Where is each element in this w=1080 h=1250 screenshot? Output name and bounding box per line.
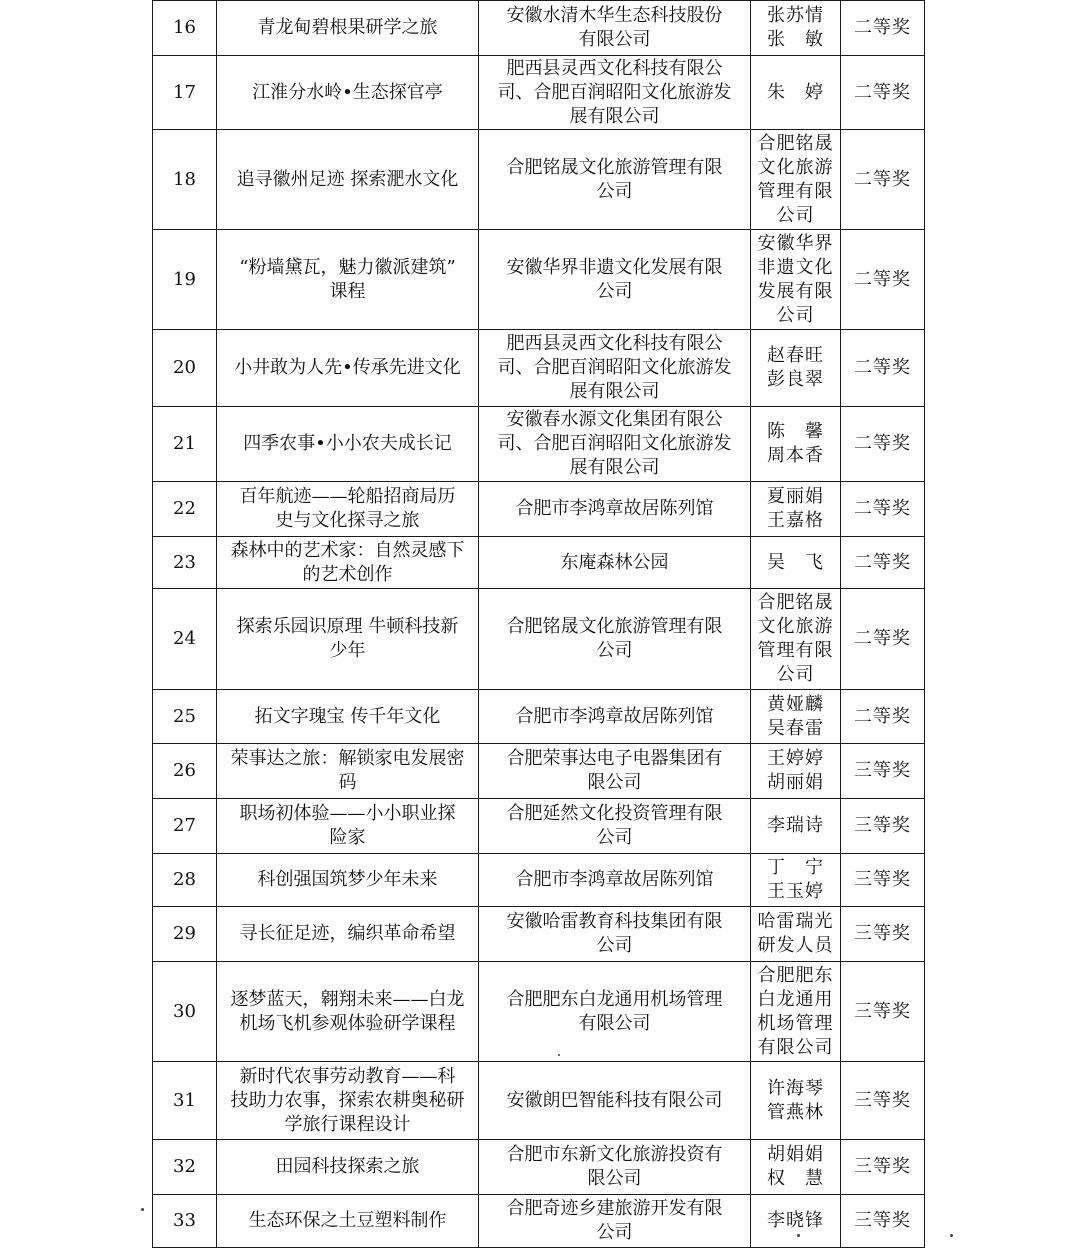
mentor: 安徽华界 非遗文化 发展有限 公司	[751, 230, 841, 330]
row-number: 16	[153, 1, 217, 56]
row-number: 24	[153, 589, 217, 690]
organization: 安徽华界非遗文化发展有限 公司	[479, 230, 751, 330]
table-row	[153, 407, 925, 482]
mentor: 朱 婷	[751, 56, 841, 130]
table-row	[153, 1140, 925, 1195]
course-name: 逐梦蓝天，翱翔未来——白龙 机场飞机参观体验研学课程	[217, 962, 479, 1062]
mentor: 吴 飞	[751, 537, 841, 589]
organization: 合肥市李鸿章故居陈列馆	[479, 854, 751, 907]
table-row	[153, 130, 925, 230]
row-number: 18	[153, 130, 217, 230]
award-level: 三等奖	[841, 1062, 925, 1140]
award-level: 三等奖	[841, 1195, 925, 1248]
organization: 安徽水清木华生态科技股份 有限公司	[479, 1, 751, 56]
table-row	[153, 744, 925, 799]
award-level: 二等奖	[841, 230, 925, 330]
table-row	[153, 1062, 925, 1140]
organization: 安徽哈雷教育科技集团有限 公司	[479, 907, 751, 962]
mentor: 合肥铭晟 文化旅游 管理有限 公司	[751, 589, 841, 690]
mentor: 王婷婷 胡丽娟	[751, 744, 841, 799]
organization: 东庵森林公园	[479, 537, 751, 589]
table-row	[153, 1, 925, 56]
mentor: 许海琴 管燕林	[751, 1062, 841, 1140]
table-row	[153, 690, 925, 744]
organization: 合肥肥东白龙通用机场管理 有限公司	[479, 962, 751, 1062]
organization: 肥西县灵西文化科技有限公 司、合肥百润昭阳文化旅游发 展有限公司	[479, 56, 751, 130]
scan-speck	[141, 1208, 144, 1211]
course-name: 百年航迹——轮船招商局历 史与文化探寻之旅	[217, 482, 479, 537]
row-number: 21	[153, 407, 217, 482]
organization: 合肥市东新文化旅游投资有 限公司	[479, 1140, 751, 1195]
course-name: 四季农事•小小农夫成长记	[217, 407, 479, 482]
course-name: 职场初体验——小小职业探 险家	[217, 799, 479, 854]
mentor: 黄娅麟 吴春雷	[751, 690, 841, 744]
mentor: 张苏情 张 敏	[751, 1, 841, 56]
row-number: 32	[153, 1140, 217, 1195]
award-level: 三等奖	[841, 1140, 925, 1195]
course-name: “粉墙黛瓦，魅力徽派建筑” 课程	[217, 230, 479, 330]
award-level: 三等奖	[841, 962, 925, 1062]
row-number: 27	[153, 799, 217, 854]
organization: 肥西县灵西文化科技有限公 司、合肥百润昭阳文化旅游发 展有限公司	[479, 330, 751, 407]
scan-speck	[558, 1054, 560, 1056]
course-name: 江淮分水岭•生态探官亭	[217, 56, 479, 130]
table-row	[153, 962, 925, 1062]
row-number: 22	[153, 482, 217, 537]
course-name: 田园科技探索之旅	[217, 1140, 479, 1195]
mentor: 李晓锋	[751, 1195, 841, 1248]
row-number: 25	[153, 690, 217, 744]
table-row	[153, 56, 925, 130]
award-level: 二等奖	[841, 482, 925, 537]
mentor: 丁 宁 王玉婷	[751, 854, 841, 907]
course-name: 荣事达之旅：解锁家电发展密 码	[217, 744, 479, 799]
organization: 合肥奇迹乡建旅游开发有限 公司	[479, 1195, 751, 1248]
table-row	[153, 1195, 925, 1248]
course-name: 科创强国筑梦少年未来	[217, 854, 479, 907]
table-row	[153, 907, 925, 962]
table-row	[153, 589, 925, 690]
scan-speck	[950, 1234, 953, 1237]
mentor: 合肥铭晟 文化旅游 管理有限 公司	[751, 130, 841, 230]
award-level: 二等奖	[841, 56, 925, 130]
course-name: 生态环保之土豆塑料制作	[217, 1195, 479, 1248]
award-level: 二等奖	[841, 1, 925, 56]
mentor: 李瑞诗	[751, 799, 841, 854]
course-name: 新时代农事劳动教育——科 技助力农事，探索农耕奥秘研 学旅行课程设计	[217, 1062, 479, 1140]
row-number: 19	[153, 230, 217, 330]
mentor: 哈雷瑞光 研发人员	[751, 907, 841, 962]
scan-speck	[797, 1234, 800, 1237]
mentor: 赵春旺 彭良翠	[751, 330, 841, 407]
award-level: 二等奖	[841, 690, 925, 744]
organization: 合肥荣事达电子电器集团有 限公司	[479, 744, 751, 799]
award-level: 二等奖	[841, 330, 925, 407]
mentor: 陈 馨 周本香	[751, 407, 841, 482]
row-number: 33	[153, 1195, 217, 1248]
course-name: 寻长征足迹，编织革命希望	[217, 907, 479, 962]
organization: 合肥市李鸿章故居陈列馆	[479, 690, 751, 744]
organization: 合肥延然文化投资管理有限 公司	[479, 799, 751, 854]
organization: 合肥铭晟文化旅游管理有限 公司	[479, 589, 751, 690]
mentor: 夏丽娟 王嘉格	[751, 482, 841, 537]
table-row	[153, 482, 925, 537]
award-level: 二等奖	[841, 537, 925, 589]
award-level: 二等奖	[841, 130, 925, 230]
award-table	[152, 0, 925, 1248]
award-level: 二等奖	[841, 407, 925, 482]
course-name: 青龙甸碧根果研学之旅	[217, 1, 479, 56]
table-row	[153, 537, 925, 589]
course-name: 森林中的艺术家：自然灵感下 的艺术创作	[217, 537, 479, 589]
table-row	[153, 330, 925, 407]
row-number: 29	[153, 907, 217, 962]
course-name: 小井敢为人先•传承先进文化	[217, 330, 479, 407]
award-level: 三等奖	[841, 799, 925, 854]
mentor: 合肥肥东 白龙通用 机场管理 有限公司	[751, 962, 841, 1062]
organization: 合肥铭晟文化旅游管理有限 公司	[479, 130, 751, 230]
row-number: 23	[153, 537, 217, 589]
row-number: 20	[153, 330, 217, 407]
row-number: 28	[153, 854, 217, 907]
award-level: 二等奖	[841, 589, 925, 690]
row-number: 30	[153, 962, 217, 1062]
course-name: 追寻徽州足迹 探索淝水文化	[217, 130, 479, 230]
row-number: 26	[153, 744, 217, 799]
row-number: 31	[153, 1062, 217, 1140]
table-row	[153, 854, 925, 907]
table-row	[153, 799, 925, 854]
course-name: 拓文字瑰宝 传千年文化	[217, 690, 479, 744]
award-level: 三等奖	[841, 907, 925, 962]
table-row	[153, 230, 925, 330]
organization: 安徽春水源文化集团有限公 司、合肥百润昭阳文化旅游发 展有限公司	[479, 407, 751, 482]
organization: 安徽朗巴智能科技有限公司	[479, 1062, 751, 1140]
mentor: 胡娟娟 权 慧	[751, 1140, 841, 1195]
award-level: 三等奖	[841, 744, 925, 799]
award-level: 三等奖	[841, 854, 925, 907]
course-name: 探索乐园识原理 牛顿科技新 少年	[217, 589, 479, 690]
row-number: 17	[153, 56, 217, 130]
organization: 合肥市李鸿章故居陈列馆	[479, 482, 751, 537]
